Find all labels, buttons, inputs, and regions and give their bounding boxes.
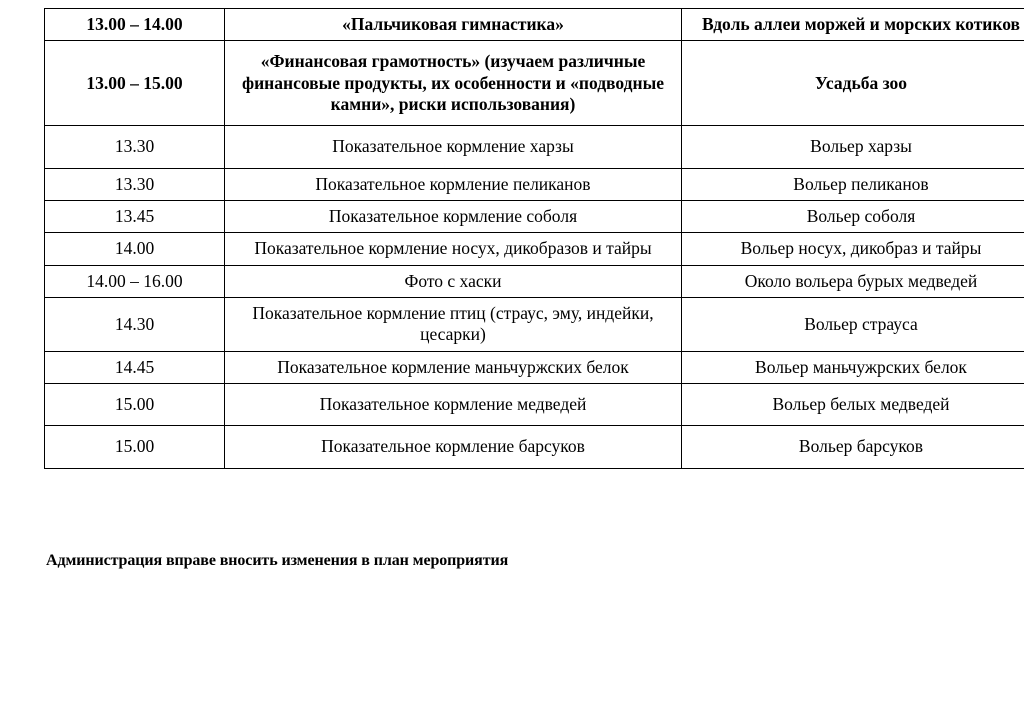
cell-place: Вольер харзы	[682, 126, 1024, 168]
cell-event: «Пальчиковая гимнастика»	[225, 9, 682, 41]
table-row	[45, 384, 1024, 426]
table-row	[45, 233, 1024, 265]
cell-time: 13.45	[45, 201, 225, 233]
cell-time: 13.00 – 15.00	[45, 41, 225, 126]
table-body	[45, 9, 1024, 469]
cell-time: 14.00	[45, 233, 225, 265]
cell-place: Около вольера бурых медведей	[682, 265, 1024, 297]
cell-event: Показательное кормление медведей	[225, 384, 682, 426]
cell-event: Показательное кормление маньчуржских белок	[225, 351, 682, 383]
administration-note: Администрация вправе вносить изменения в план мероприятия	[46, 552, 509, 569]
cell-time: 15.00	[45, 384, 225, 426]
cell-place: Вольер носух, дикобраз и тайры	[682, 233, 1024, 265]
cell-time: 13.00 – 14.00	[45, 9, 225, 41]
cell-time: 13.30	[45, 168, 225, 200]
cell-time: 15.00	[45, 426, 225, 468]
cell-place: Вольер маньчужрских белок	[682, 351, 1024, 383]
cell-time: 14.45	[45, 351, 225, 383]
table-row	[45, 426, 1024, 468]
cell-event: Показательное кормление барсуков	[225, 426, 682, 468]
cell-event: «Финансовая грамотность» (изучаем различные финансовые продукты, их особенности и «подводные камни», риски использования)	[225, 41, 682, 126]
event-schedule-table	[44, 8, 1024, 469]
cell-place: Вольер страуса	[682, 298, 1024, 352]
cell-event: Фото с хаски	[225, 265, 682, 297]
cell-place: Вольер соболя	[682, 201, 1024, 233]
table-row	[45, 126, 1024, 168]
cell-event: Показательное кормление птиц (страус, эму, индейки, цесарки)	[225, 298, 682, 352]
table-row	[45, 201, 1024, 233]
table-row	[45, 298, 1024, 352]
cell-event: Показательное кормление носух, дикобразов и тайры	[225, 233, 682, 265]
table-row	[45, 41, 1024, 126]
table-row	[45, 351, 1024, 383]
cell-time: 14.30	[45, 298, 225, 352]
cell-place: Вольер пеликанов	[682, 168, 1024, 200]
cell-place: Усадьба зоо	[682, 41, 1024, 126]
table-row	[45, 168, 1024, 200]
cell-place: Вдоль аллеи моржей и морских котиков	[682, 9, 1024, 41]
cell-time: 14.00 – 16.00	[45, 265, 225, 297]
cell-time: 13.30	[45, 126, 225, 168]
cell-event: Показательное кормление соболя	[225, 201, 682, 233]
cell-event: Показательное кормление харзы	[225, 126, 682, 168]
table-row	[45, 9, 1024, 41]
cell-place: Вольер белых медведей	[682, 384, 1024, 426]
table-row	[45, 265, 1024, 297]
cell-event: Показательное кормление пеликанов	[225, 168, 682, 200]
cell-place: Вольер барсуков	[682, 426, 1024, 468]
